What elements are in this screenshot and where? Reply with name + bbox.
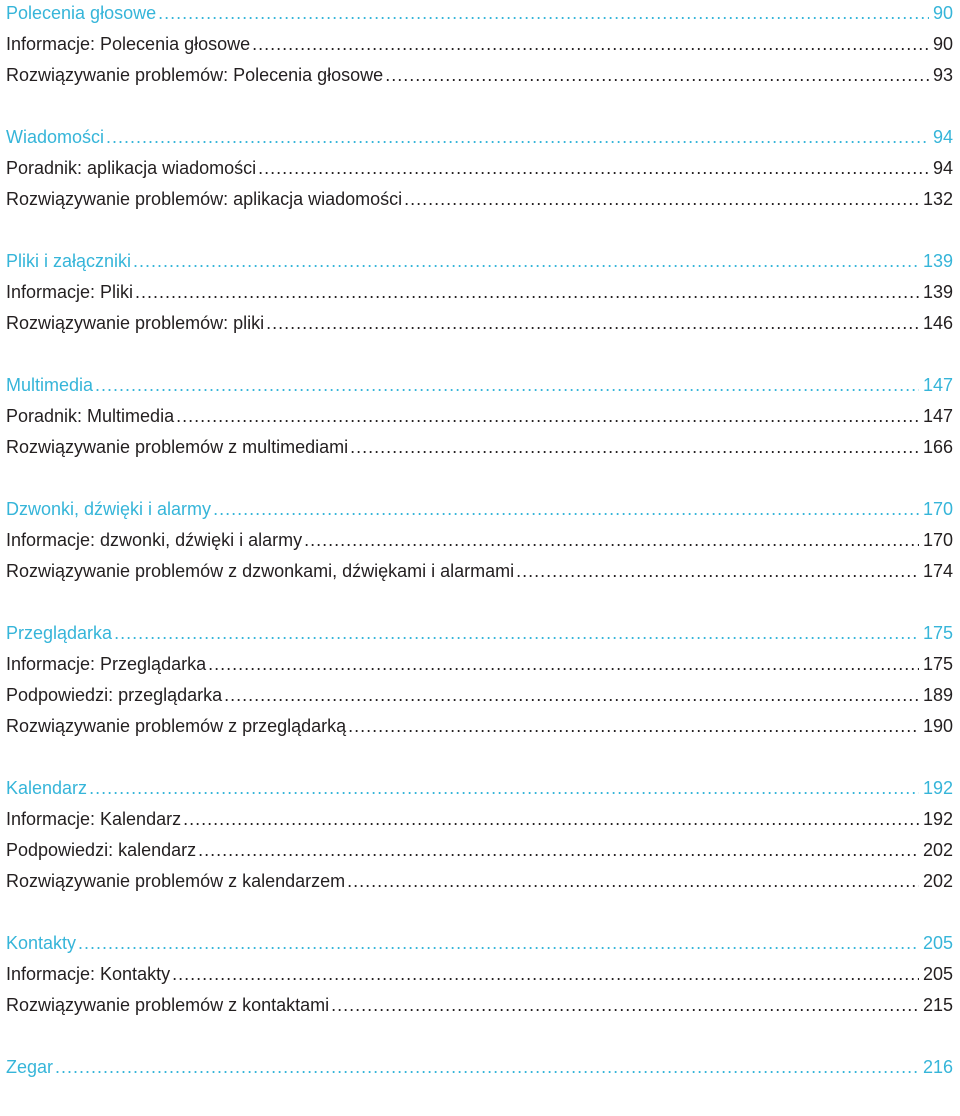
toc-entry[interactable] <box>6 186 953 217</box>
page-number: 93 <box>932 65 953 85</box>
page-number: 94 <box>932 127 953 147</box>
toc-entry-label: Rozwiązywanie problemów: aplikacja wiadomości <box>6 189 403 209</box>
page-number: 166 <box>922 437 953 457</box>
toc-heading-label: Wiadomości <box>6 127 105 147</box>
toc-entry[interactable] <box>6 558 953 589</box>
toc-heading-label: Kontakty <box>6 933 77 953</box>
dot-leader <box>266 310 919 337</box>
page-number: 90 <box>932 3 953 23</box>
toc-section <box>6 775 953 899</box>
page-number: 147 <box>922 375 953 395</box>
toc-entry-label: Informacje: dzwonki, dźwięki i alarmy <box>6 530 303 550</box>
toc-heading-label: Pliki i załączniki <box>6 251 132 271</box>
toc-heading-label: Dzwonki, dźwięki i alarmy <box>6 499 212 519</box>
toc-entry[interactable] <box>6 682 953 713</box>
toc-entry[interactable] <box>6 868 953 899</box>
toc-entry[interactable] <box>6 279 953 310</box>
toc-heading-entry[interactable] <box>6 248 953 279</box>
dot-leader <box>172 961 919 988</box>
toc-heading-entry[interactable] <box>6 372 953 403</box>
toc-entry-label: Poradnik: Multimedia <box>6 406 175 426</box>
toc-heading-entry[interactable] <box>6 775 953 806</box>
toc-section <box>6 372 953 465</box>
page-number: 190 <box>922 716 953 736</box>
page-number: 175 <box>922 654 953 674</box>
toc-heading-entry[interactable] <box>6 930 953 961</box>
toc-entry[interactable] <box>6 713 953 744</box>
page-number: 132 <box>922 189 953 209</box>
toc-entry-label: Rozwiązywanie problemów z multimediami <box>6 437 349 457</box>
page-number: 94 <box>932 158 953 178</box>
page-number: 170 <box>922 530 953 550</box>
dot-leader <box>213 496 919 523</box>
dot-leader <box>516 558 919 585</box>
toc-heading-label: Polecenia głosowe <box>6 3 157 23</box>
dot-leader <box>95 372 919 399</box>
toc-entry[interactable] <box>6 155 953 186</box>
page-number: 189 <box>922 685 953 705</box>
toc-section <box>6 930 953 1023</box>
toc-entry[interactable] <box>6 310 953 341</box>
toc-heading-label: Przeglądarka <box>6 623 113 643</box>
dot-leader <box>404 186 919 213</box>
dot-leader <box>89 775 919 802</box>
toc-heading-entry[interactable] <box>6 124 953 155</box>
page-number: 192 <box>922 809 953 829</box>
toc-entry-label: Informacje: Kontakty <box>6 964 171 984</box>
toc-entry[interactable] <box>6 31 953 62</box>
page-number: 170 <box>922 499 953 519</box>
dot-leader <box>331 992 919 1019</box>
toc-entry-label: Informacje: Kalendarz <box>6 809 182 829</box>
toc-heading-entry[interactable] <box>6 620 953 651</box>
dot-leader <box>350 434 919 461</box>
dot-leader <box>224 682 919 709</box>
toc-entry[interactable] <box>6 527 953 558</box>
dot-leader <box>55 1054 919 1081</box>
toc-heading-label: Zegar <box>6 1057 54 1077</box>
toc-entry[interactable] <box>6 961 953 992</box>
dot-leader <box>133 248 919 275</box>
page-number: 90 <box>932 34 953 54</box>
page-number: 147 <box>922 406 953 426</box>
page-number: 192 <box>922 778 953 798</box>
dot-leader <box>183 806 919 833</box>
dot-leader <box>252 31 929 58</box>
toc-heading-entry[interactable] <box>6 496 953 527</box>
page-number: 202 <box>922 871 953 891</box>
page-number: 139 <box>922 251 953 271</box>
toc-entry-label: Rozwiązywanie problemów z kontaktami <box>6 995 330 1015</box>
dot-leader <box>348 713 919 740</box>
table-of-contents <box>6 0 953 1116</box>
toc-entry[interactable] <box>6 62 953 93</box>
page-number: 205 <box>922 933 953 953</box>
page-number: 146 <box>922 313 953 333</box>
dot-leader <box>176 403 919 430</box>
dot-leader <box>78 930 919 957</box>
toc-section <box>6 124 953 217</box>
dot-leader <box>106 124 929 151</box>
page-number: 215 <box>922 995 953 1015</box>
page-number: 205 <box>922 964 953 984</box>
page-number: 175 <box>922 623 953 643</box>
toc-entry-label: Rozwiązywanie problemów: pliki <box>6 313 265 333</box>
toc-entry-label: Rozwiązywanie problemów z dzwonkami, dźwiękami i alarmami <box>6 561 515 581</box>
page-number: 139 <box>922 282 953 302</box>
toc-section <box>6 620 953 744</box>
dot-leader <box>135 279 919 306</box>
toc-entry-label: Informacje: Polecenia głosowe <box>6 34 251 54</box>
toc-entry-label: Poradnik: aplikacja wiadomości <box>6 158 257 178</box>
toc-heading-label: Kalendarz <box>6 778 88 798</box>
dot-leader <box>347 868 919 895</box>
toc-entry-label: Rozwiązywanie problemów z przeglądarką <box>6 716 347 736</box>
toc-entry-label: Informacje: Pliki <box>6 282 134 302</box>
toc-entry-label: Informacje: Przeglądarka <box>6 654 207 674</box>
toc-entry[interactable] <box>6 651 953 682</box>
toc-section <box>6 0 953 93</box>
toc-heading-label: Multimedia <box>6 375 94 395</box>
dot-leader <box>208 651 919 678</box>
toc-section <box>6 496 953 589</box>
toc-heading-entry[interactable] <box>6 1054 953 1085</box>
toc-section <box>6 248 953 341</box>
toc-entry-label: Rozwiązywanie problemów: Polecenia głosowe <box>6 65 384 85</box>
toc-entry[interactable] <box>6 806 953 837</box>
toc-entry-label: Podpowiedzi: kalendarz <box>6 840 197 860</box>
dot-leader <box>198 837 919 864</box>
page-number: 174 <box>922 561 953 581</box>
toc-entry[interactable] <box>6 434 953 465</box>
dot-leader <box>385 62 929 89</box>
toc-entry-label: Rozwiązywanie problemów z kalendarzem <box>6 871 346 891</box>
dot-leader <box>258 155 929 182</box>
toc-section <box>6 1054 953 1085</box>
toc-entry-label: Podpowiedzi: przeglądarka <box>6 685 223 705</box>
page-number: 202 <box>922 840 953 860</box>
dot-leader <box>158 0 929 27</box>
toc-entry[interactable] <box>6 992 953 1023</box>
toc-heading-entry[interactable] <box>6 0 953 31</box>
toc-entry[interactable] <box>6 403 953 434</box>
toc-entry[interactable] <box>6 837 953 868</box>
page-number: 216 <box>922 1057 953 1077</box>
dot-leader <box>114 620 919 647</box>
dot-leader <box>304 527 919 554</box>
